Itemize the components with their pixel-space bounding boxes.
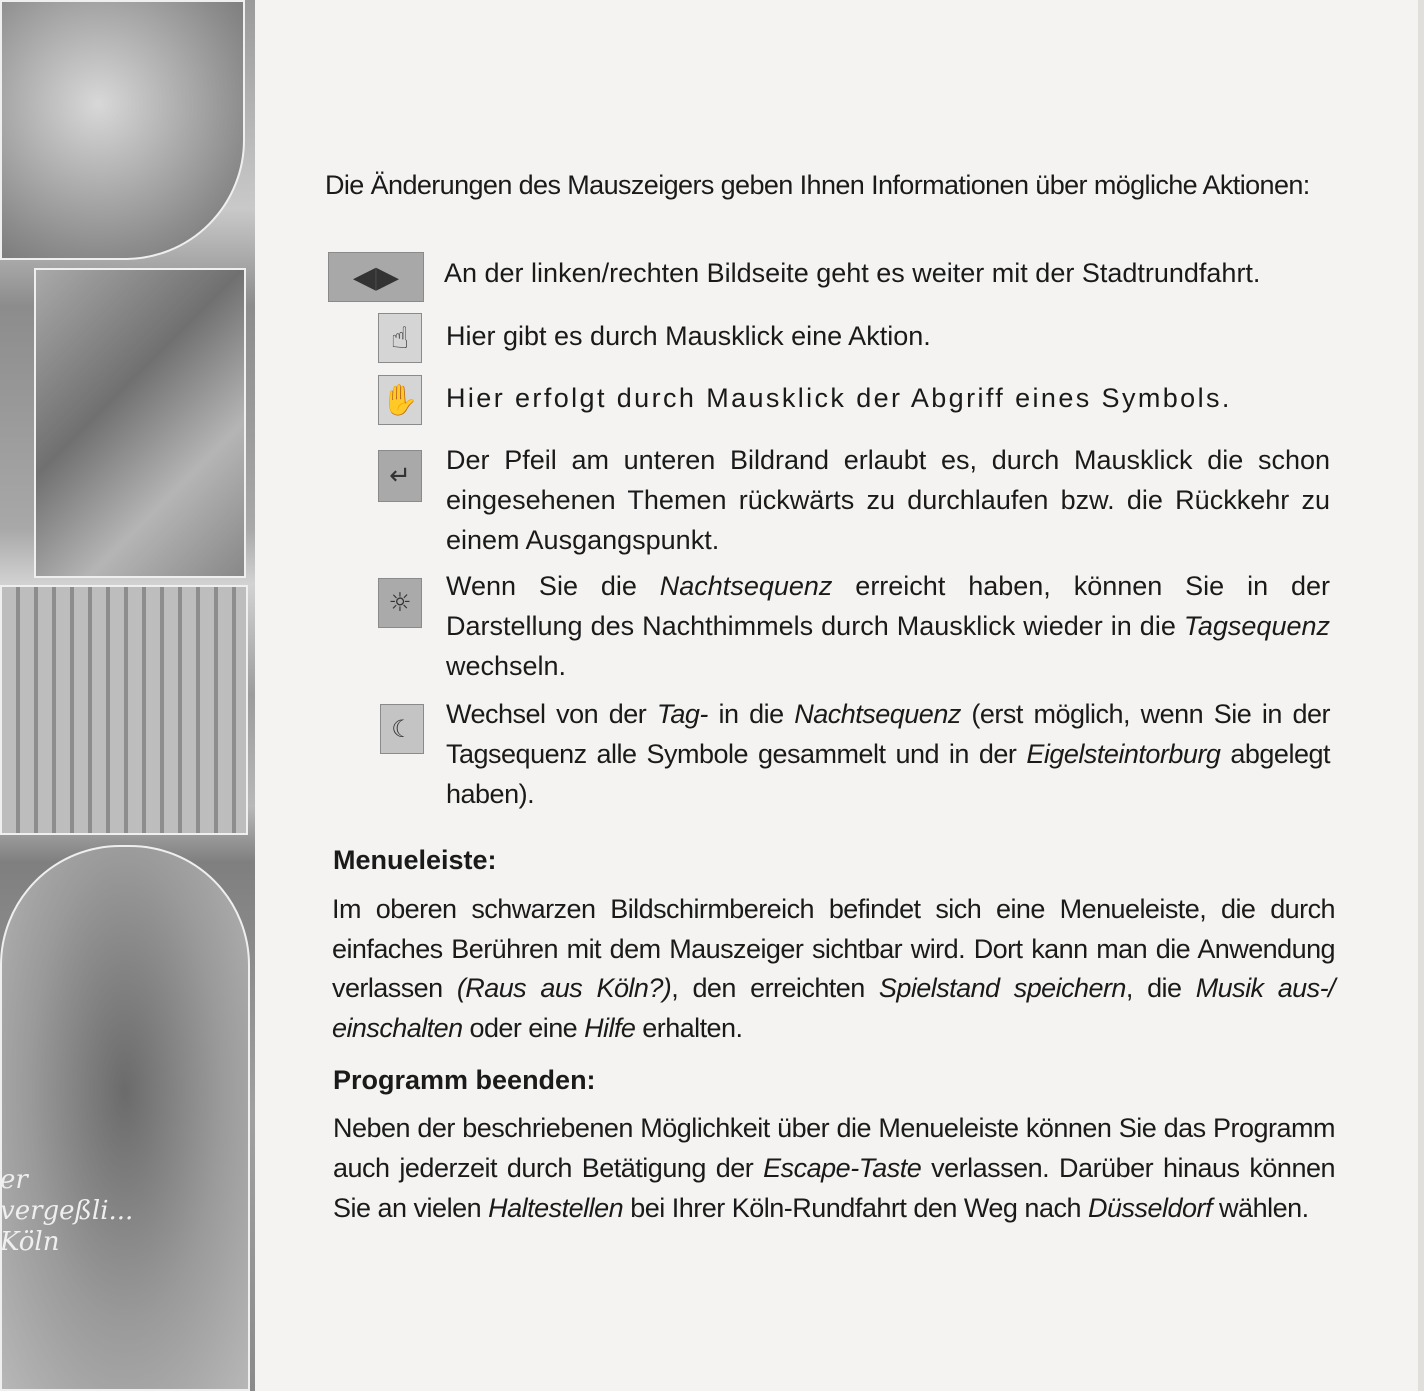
grab-hand-icon: ✋ bbox=[378, 375, 422, 425]
item-text-4-body: Der Pfeil am unteren Bildrand erlaubt es, durch Mausklick die schon eingesehenen Themen rückwärts zu durchlaufen bzw. die Rückkehr zu einem Ausgangspunkt. bbox=[446, 445, 1330, 555]
menu-em-raus: (Raus aus Köln?) bbox=[456, 973, 672, 1003]
left-right-arrows-icon: ◀▶ bbox=[328, 252, 424, 302]
menu-pre: Im oberen schwarzen Bildschirmbereich befindet sich eine Menueleiste, die durch einfaches Berühren mit dem Mauszeiger sichtbar wird. Dort kann man die Anwendung verlassen bbox=[332, 894, 1335, 1003]
item-6-em-tag: Tag- bbox=[656, 699, 708, 729]
menu-heading: Menueleiste: bbox=[333, 845, 497, 875]
item-6-em-eigelsteintorburg: Eigelsteintorburg bbox=[1026, 739, 1221, 769]
end-paragraph bbox=[333, 1108, 1335, 1228]
end-mid2: bei Ihrer Köln-Rundfahrt den Weg nach bbox=[623, 1193, 1088, 1223]
menu-mid1: , den erreichten bbox=[671, 973, 879, 1003]
menu-em-musik: Musik aus-/ einschalten bbox=[332, 973, 1335, 1043]
menu-post: erhalten. bbox=[635, 1012, 743, 1043]
item-6-pre: Wechsel von der bbox=[446, 699, 657, 729]
sun-icon: ☼ bbox=[378, 578, 422, 628]
intro-paragraph: Die Änderungen des Mauszeigers geben Ihnen Informationen über mögliche Aktionen: bbox=[325, 170, 1310, 200]
menu-mid3: oder eine bbox=[462, 1012, 585, 1043]
item-6-mid2: (erst möglich, wenn Sie in der Tagsequenz alle Symbole gesammelt und in der bbox=[446, 699, 1330, 769]
end-heading: Programm beenden: bbox=[333, 1065, 596, 1095]
item-text-3: Hier erfolgt durch Mausklick der Abgriff eines Symbols. bbox=[446, 383, 1232, 413]
moon-stars-icon: ☾ bbox=[380, 704, 424, 754]
item-5-em-nachtsequenz: Nachtsequenz bbox=[659, 571, 833, 601]
end-em-duesseldorf: Düsseldorf bbox=[1087, 1193, 1213, 1223]
end-em-escape: Escape-Taste bbox=[763, 1153, 922, 1183]
item-text-1: An der linken/rechten Bildseite geht es weiter mit der Stadtrundfahrt. bbox=[444, 258, 1261, 288]
item-5-pre: Wenn Sie die bbox=[446, 571, 660, 601]
item-5-mid: erreicht haben, können Sie in der Darstellung des Nachthimmels durch Mausklick wieder in die bbox=[446, 571, 1331, 641]
item-6-mid1: in die bbox=[707, 699, 795, 729]
collage-script-lettering: er vergeßli... Köln bbox=[0, 1165, 134, 1258]
item-6-em-nachtsequenz: Nachtsequenz bbox=[794, 699, 961, 729]
end-pre: Neben der beschriebenen Möglichkeit über die Menueleiste können Sie das Programm auch jederzeit durch Betätigung der bbox=[333, 1113, 1335, 1183]
item-text-6 bbox=[446, 694, 1330, 814]
item-5-post: wechseln. bbox=[446, 651, 567, 681]
menu-em-spielstand: Spielstand speichern bbox=[878, 973, 1126, 1003]
end-post: wählen. bbox=[1212, 1193, 1309, 1223]
item-6-post: abgelegt haben). bbox=[446, 739, 1330, 809]
item-text-2: Hier gibt es durch Mausklick eine Aktion. bbox=[446, 321, 931, 351]
pointing-hand-icon: ☝ bbox=[378, 313, 422, 363]
menu-paragraph bbox=[332, 890, 1335, 1048]
menu-mid2: , die bbox=[1125, 973, 1196, 1003]
item-text-5 bbox=[446, 566, 1330, 686]
item-5-em-tagsequenz: Tagsequenz bbox=[1183, 611, 1330, 641]
menu-em-hilfe: Hilfe bbox=[584, 1012, 636, 1043]
back-arrow-icon: ↵ bbox=[378, 450, 422, 502]
end-em-haltestellen: Haltestellen bbox=[488, 1193, 624, 1223]
end-mid1: verlassen. Darüber hinaus können Sie an vielen bbox=[333, 1153, 1335, 1223]
item-text-4 bbox=[446, 440, 1330, 560]
